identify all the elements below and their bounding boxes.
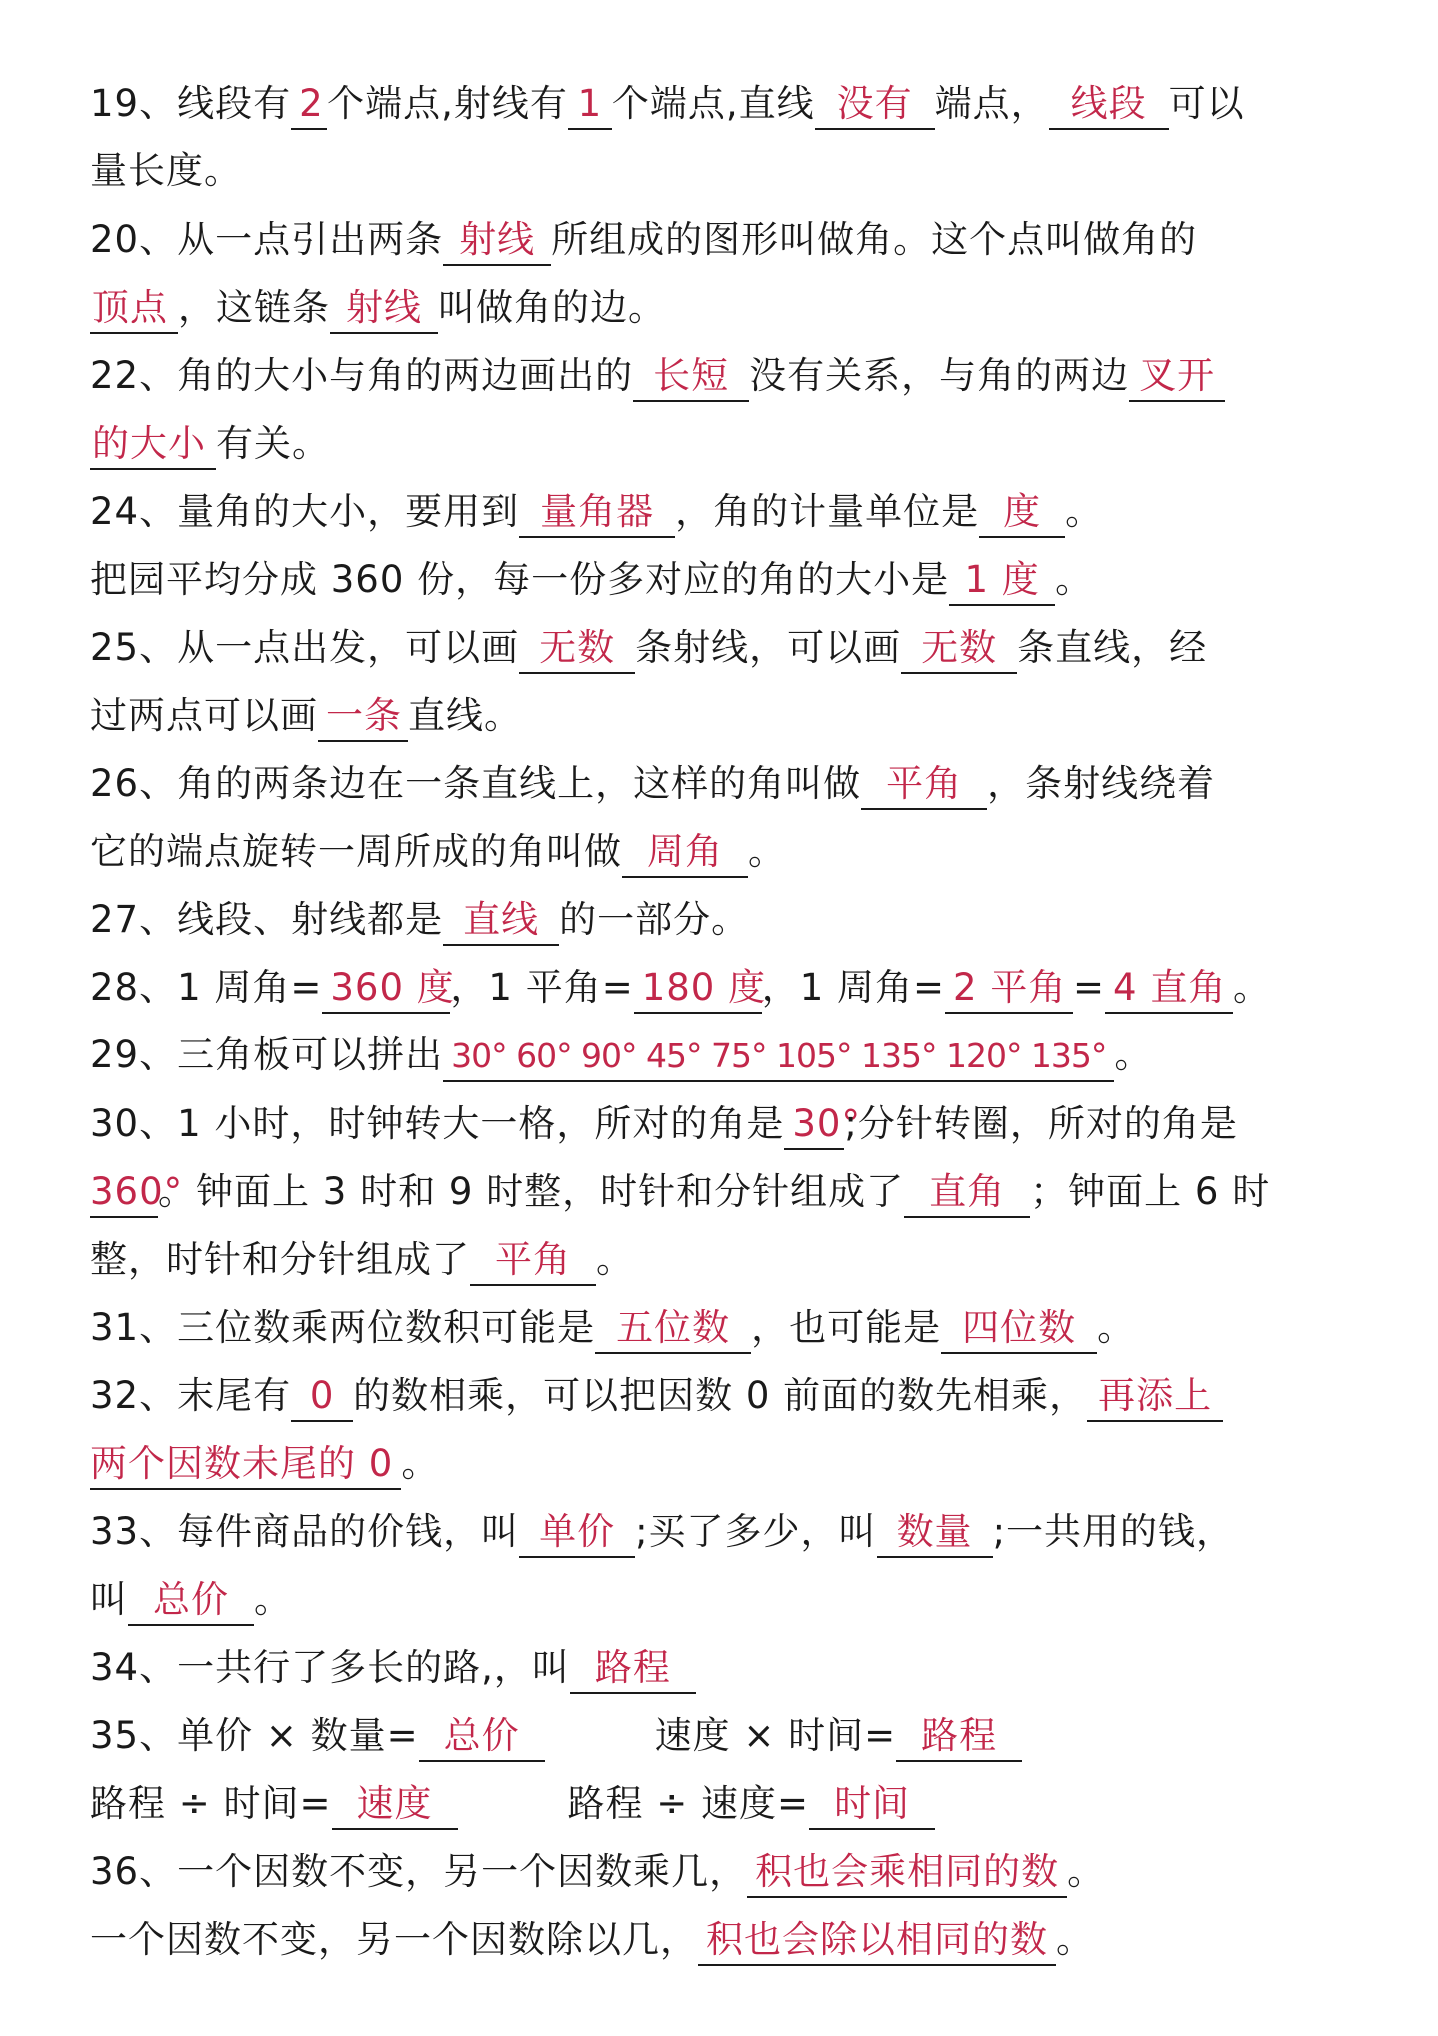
question-text: 它的端点旋转一周所成的角叫做 [90,830,622,873]
question-text: 速度 × 时间= [654,1714,897,1757]
item-36-line-1 [90,1848,1354,1908]
answer-blank: 30° [784,1100,844,1150]
question-text: 31、三位数乘两位数积可能是 [90,1306,596,1349]
item-20-line-2 [90,284,1354,344]
question-text: 。 [596,1238,634,1281]
answer-blank: 一条 [318,692,408,742]
item-28-line [90,964,1354,1024]
question-text: 叫做角的边。 [438,286,666,329]
question-text: 28、1 周角= [90,966,323,1009]
question-text: 25、从一点出发，可以画 [90,626,520,669]
question-text: 。钟面上 3 时和 9 时整，时针和分针组成了 [158,1170,905,1213]
question-text: 直线。 [408,694,522,737]
answer-blank: 叉开 [1129,352,1225,402]
item-31-line [90,1304,1354,1364]
answer-blank: 数量 [877,1508,993,1558]
question-text: 。 [1233,966,1272,1009]
item-24-line-1 [90,488,1354,548]
question-text: 一个因数不变，另一个因数除以几， [90,1918,698,1961]
item-27-line [90,896,1354,956]
answer-blank: 的大小 [90,420,216,470]
item-24-line-2 [90,556,1354,616]
item-25-line-1 [90,624,1354,684]
answer-blank: 总价 [419,1712,545,1762]
question-text: 22、角的大小与角的两边画出的 [90,354,634,397]
answer-blank: 没有 [815,80,935,130]
item-35-line-2 [90,1780,1354,1840]
answer-blank: 2 平角 [945,964,1073,1014]
answer-blank: 总价 [128,1576,254,1626]
answer-blank: 积也会除以相同的数 [698,1916,1056,1966]
answer-blank: 两个因数未尾的 0 [90,1440,401,1490]
question-text: 。 [1067,1850,1106,1893]
question-text: 可以 [1168,82,1245,125]
item-32-line-2 [90,1440,1354,1500]
question-text: 条直线，经 [1017,626,1208,669]
answer-blank: 量角器 [519,488,675,538]
question-text: ，条射线绕着 [987,762,1216,805]
item-33-line-2 [90,1576,1354,1636]
item-22-line-2 [90,420,1354,480]
item-36-line-2 [90,1916,1354,1976]
answer-blank: 0 [291,1372,353,1422]
question-text: ;一共用的钱， [992,1510,1235,1553]
item-26-line-1 [90,760,1354,820]
question-text: ，1 平角= [450,966,634,1009]
item-19-line-1 [90,80,1354,140]
item-20-line-1 [90,216,1354,276]
question-text: 个端点,射线有 [327,82,568,125]
item-30-line-3 [90,1236,1354,1296]
question-text: 27、线段、射线都是 [90,898,444,941]
item-33-line-1 [90,1508,1354,1568]
question-text: 的一部分。 [559,898,750,941]
answer-blank: 2 [291,80,327,130]
question-text: ;分针转圈，所对的角是 [844,1102,1238,1145]
answer-blank: 路程 [570,1644,696,1694]
question-text: ，这链条 [178,286,330,329]
answer-blank: 4 直角 [1105,964,1233,1014]
question-text: 32、末尾有 [90,1374,292,1417]
answer-blank: 线段 [1049,80,1169,130]
question-text: 29、三角板可以拼出 [90,1033,444,1076]
answer-blank: 度 [979,488,1065,538]
answer-blank: 射线 [443,216,551,266]
answer-blank: 顶点 [90,284,178,334]
answer-blank: 360 度 [322,964,450,1014]
answer-blank: 积也会乘相同的数 [747,1848,1067,1898]
question-text: 36、一个因数不变，另一个因数乘几， [90,1850,748,1893]
answer-blank: 速度 [332,1780,458,1830]
item-30-line-2 [90,1168,1354,1228]
question-text: 。 [748,830,786,873]
question-text: ；钟面上 6 时 [1030,1170,1271,1213]
question-text: 。 [1056,1918,1094,1961]
question-text: 30、1 小时，时钟转大一格，所对的角是 [90,1102,785,1145]
answer-blank: 射线 [330,284,438,334]
answer-blank: 周角 [622,828,748,878]
answer-blank: 长短 [633,352,749,402]
question-text: 。 [1065,490,1104,533]
answer-blank: 180 度 [634,964,762,1014]
answer-blank: 直角 [904,1168,1030,1218]
question-text: 叫 [90,1578,128,1621]
answer-blank: 时间 [809,1780,935,1830]
question-text: 24、量角的大小，要用到 [90,490,520,533]
answer-blank: 无数 [901,624,1017,674]
item-35-line-1 [90,1712,1354,1772]
item-25-line-2 [90,692,1354,752]
question-text: 端点， [934,82,1049,125]
question-text: 33、每件商品的价钱，叫 [90,1510,520,1553]
question-text: 。 [1097,1306,1136,1349]
question-text: ，1 周角= [761,966,946,1009]
question-text: 所组成的图形叫做角。这个点叫做角的 [551,218,1198,261]
answer-blank: 1 [568,80,612,130]
answer-blank: 再添上 [1087,1372,1223,1422]
question-text: ，也可能是 [751,1306,942,1349]
question-text: 量长度。 [90,149,242,192]
question-text: 19、线段有 [90,82,292,125]
item-30-line-1 [90,1100,1354,1160]
question-text: 没有关系，与角的两边 [749,354,1130,397]
answer-blank: 1 度 [949,556,1055,606]
answer-blank: 30° 60° 90° 45° 75° 105° 135° 120° 135° [443,1032,1114,1082]
question-text: 过两点可以画 [90,694,318,737]
question-text: 。 [1114,1033,1153,1076]
question-text: 路程 ÷ 速度= [567,1782,810,1825]
answer-blank: 四位数 [941,1304,1097,1354]
question-text: 。 [1055,558,1094,601]
answer-blank: 五位数 [595,1304,751,1354]
answer-blank: 360° [90,1168,158,1218]
answer-blank: 无数 [519,624,635,674]
question-text: 35、单价 × 数量= [90,1714,419,1757]
question-text: 20、从一点引出两条 [90,218,444,261]
question-text: ，角的计量单位是 [675,490,980,533]
answer-blank: 平角 [861,760,987,810]
question-text: 34、一共行了多长的路,，叫 [90,1646,570,1689]
question-text: = [1073,966,1106,1009]
question-text: 。 [401,1442,440,1485]
question-text: 。 [254,1578,292,1621]
question-text: 的数相乘，可以把因数 0 前面的数先相乘， [353,1374,1088,1417]
question-text: 路程 ÷ 时间= [90,1782,332,1825]
answer-blank: 平角 [470,1236,596,1286]
answer-blank: 单价 [519,1508,635,1558]
question-text: 整，时针和分针组成了 [90,1238,470,1281]
item-34-line [90,1644,1354,1704]
item-26-line-2 [90,828,1354,888]
question-text: 有关。 [216,422,330,465]
question-text: ;买了多少，叫 [635,1510,877,1553]
item-22-line-1 [90,352,1354,412]
answer-blank: 直线 [443,896,559,946]
question-text: 个端点,直线 [611,82,815,125]
question-text: 26、角的两条边在一条直线上，这样的角叫做 [90,762,862,805]
item-19-line-2 [90,148,1354,208]
answer-blank: 路程 [896,1712,1022,1762]
item-29-line [90,1032,1354,1092]
question-text: 条射线，可以画 [635,626,902,669]
item-32-line-1 [90,1372,1354,1432]
question-text: 把园平均分成 360 份，每一份多对应的角的大小是 [90,558,950,601]
